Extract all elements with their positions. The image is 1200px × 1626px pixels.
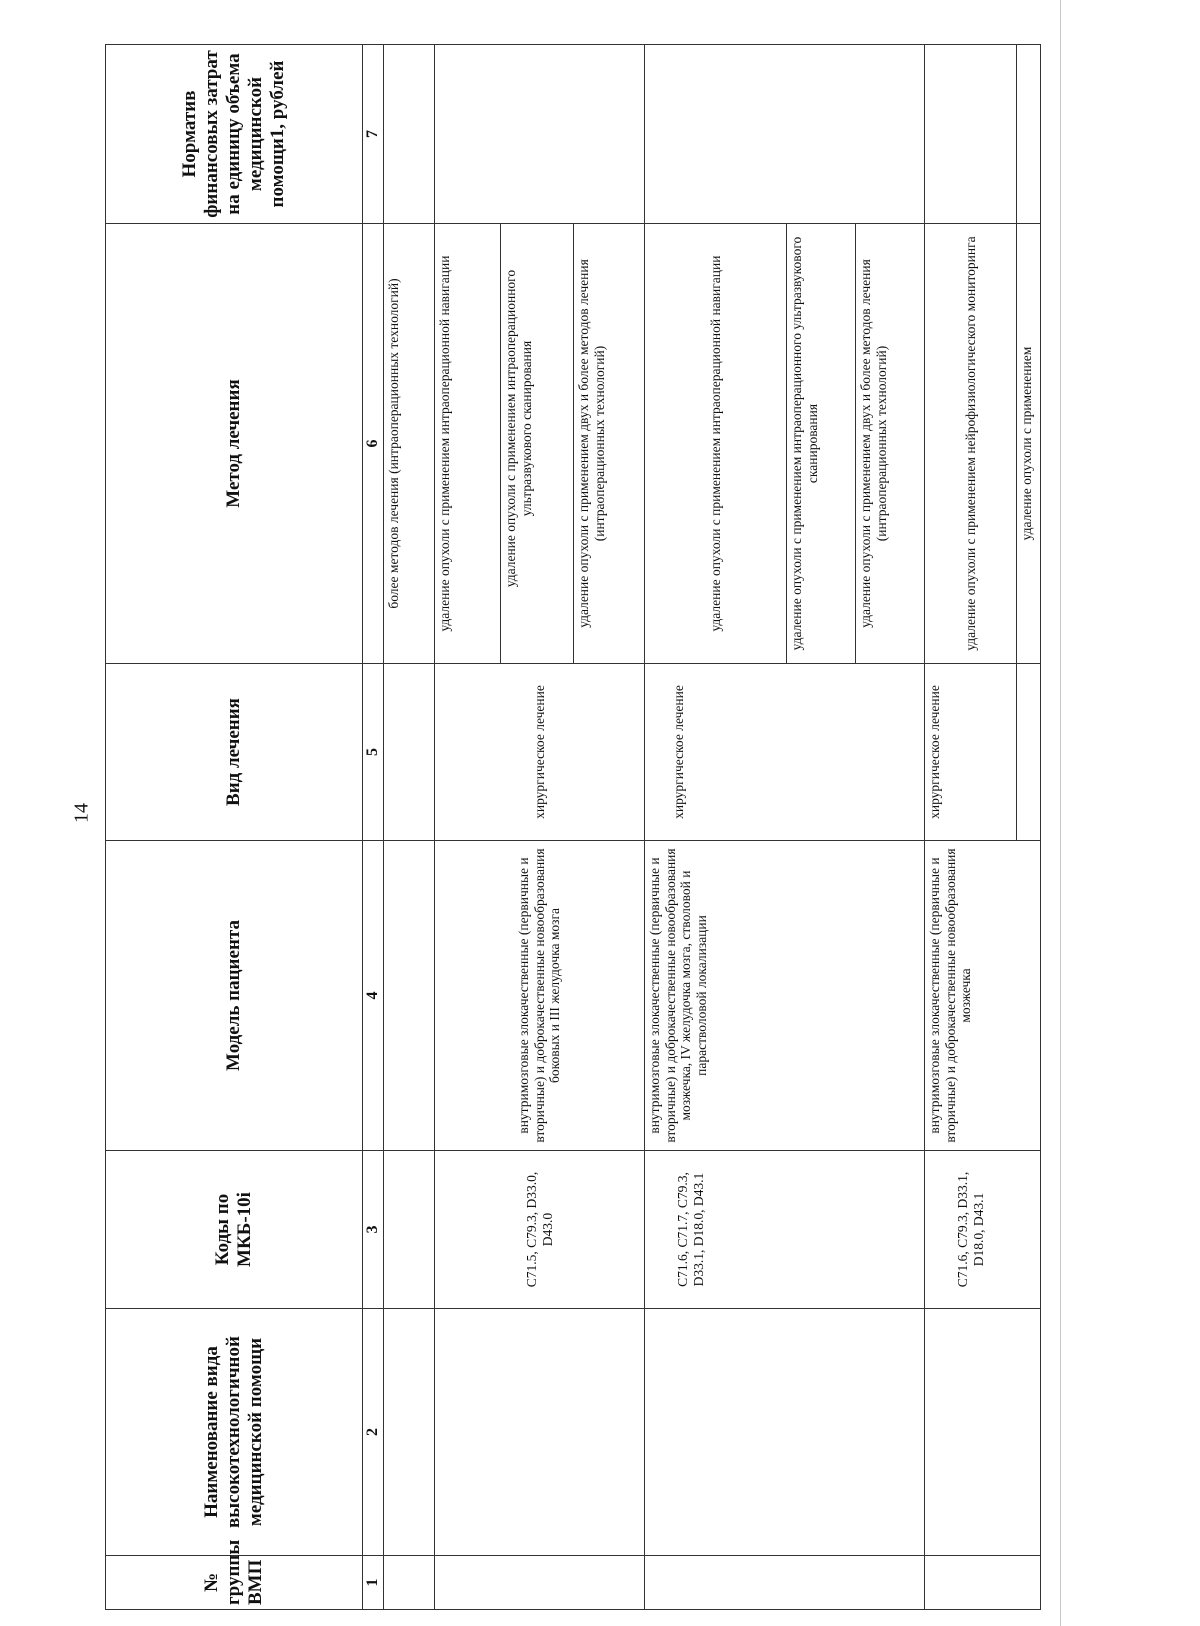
header-vmp-name: Наименование вида высокотехнологичной медицинской помощи [106, 1309, 363, 1556]
patient-model-cell: внутримозговые злокачественные (первичные и вторичные) и доброкачественные новообразования мозжечка, IV желудочка мозга, стволовой и парастволовой локализации [645, 841, 925, 1151]
patient-model-cell: внутримозговые злокачественные (первичные и вторичные) и доброкачественные новообразования боковых и III желудочка мозга [434, 841, 645, 1151]
method-cell: удаление опухоли с применением двух и более методов лечения (интраоперационных технологий) [856, 224, 925, 664]
method-cell: более методов лечения (интраоперационных технологий) [383, 224, 434, 664]
header-patient-model: Модель пациента [106, 841, 363, 1151]
treatment-type-cell: хирургическое лечение [925, 664, 1016, 841]
table-row [925, 45, 1016, 1610]
header-treatment-method: Метод лечения [106, 224, 363, 664]
column-number-row [362, 45, 383, 1610]
icd-codes-cell: C71.6, C71.7, C79.3, D33.1, D18.0, D43.1 [645, 1151, 925, 1309]
method-cell: удаление опухоли с применением двух и более методов лечения (интраоперационных технологий) [574, 224, 645, 664]
method-cell: удаление опухоли с применением интраоперационного ультразвукового сканирования [503, 269, 534, 588]
rotated-table-area [105, 45, 1041, 1610]
table-row [645, 45, 787, 1610]
col-number: 4 [362, 841, 383, 1151]
page-number: 14 [70, 803, 93, 823]
method-cell: удаление опухоли с применением нейрофизиологического мониторинга [925, 224, 1016, 664]
vmp-table [105, 44, 1041, 1610]
header-treatment-type: Вид лечения [106, 664, 363, 841]
col-number: 3 [362, 1151, 383, 1309]
rotated-table-wrapper [105, 45, 1041, 1610]
col-number: 2 [362, 1309, 383, 1556]
col-number: 5 [362, 664, 383, 841]
method-cell: удаление опухоли с применением интраоперационного ультразвукового сканирования [787, 224, 856, 664]
icd-codes-cell: C71.5, C79.3, D33.0, D43.0 [434, 1151, 645, 1309]
method-cell: удаление опухоли с применением [1016, 224, 1040, 664]
col-number: 7 [362, 45, 383, 224]
table-row [383, 45, 434, 1610]
scan-edge-line [1060, 0, 1061, 1626]
header-cost-standard: Норматив финансовых затрат на единицу объема медицинской помощи1, рублей [106, 45, 363, 224]
patient-model-cell: внутримозговые злокачественные (первичные и вторичные) и доброкачественные новообразования мозжечка [925, 841, 1041, 1151]
treatment-type-cell: хирургическое лечение [645, 664, 925, 841]
method-cell: удаление опухоли с применением интраоперационной навигации [434, 224, 501, 664]
header-row [106, 45, 363, 1610]
col-number: 6 [362, 224, 383, 664]
method-cell: удаление опухоли с применением интраоперационной навигации [645, 224, 787, 664]
treatment-type-cell: хирургическое лечение [434, 664, 645, 841]
col-number: 1 [362, 1556, 383, 1610]
table-row [434, 45, 501, 1610]
icd-codes-cell: C71.6, C79.3, D33.1, D18.0, D43.1 [925, 1151, 1041, 1309]
header-group-no: № группы ВМП [106, 1556, 363, 1610]
header-icd-codes: Коды по МКБ-10i [106, 1151, 363, 1309]
